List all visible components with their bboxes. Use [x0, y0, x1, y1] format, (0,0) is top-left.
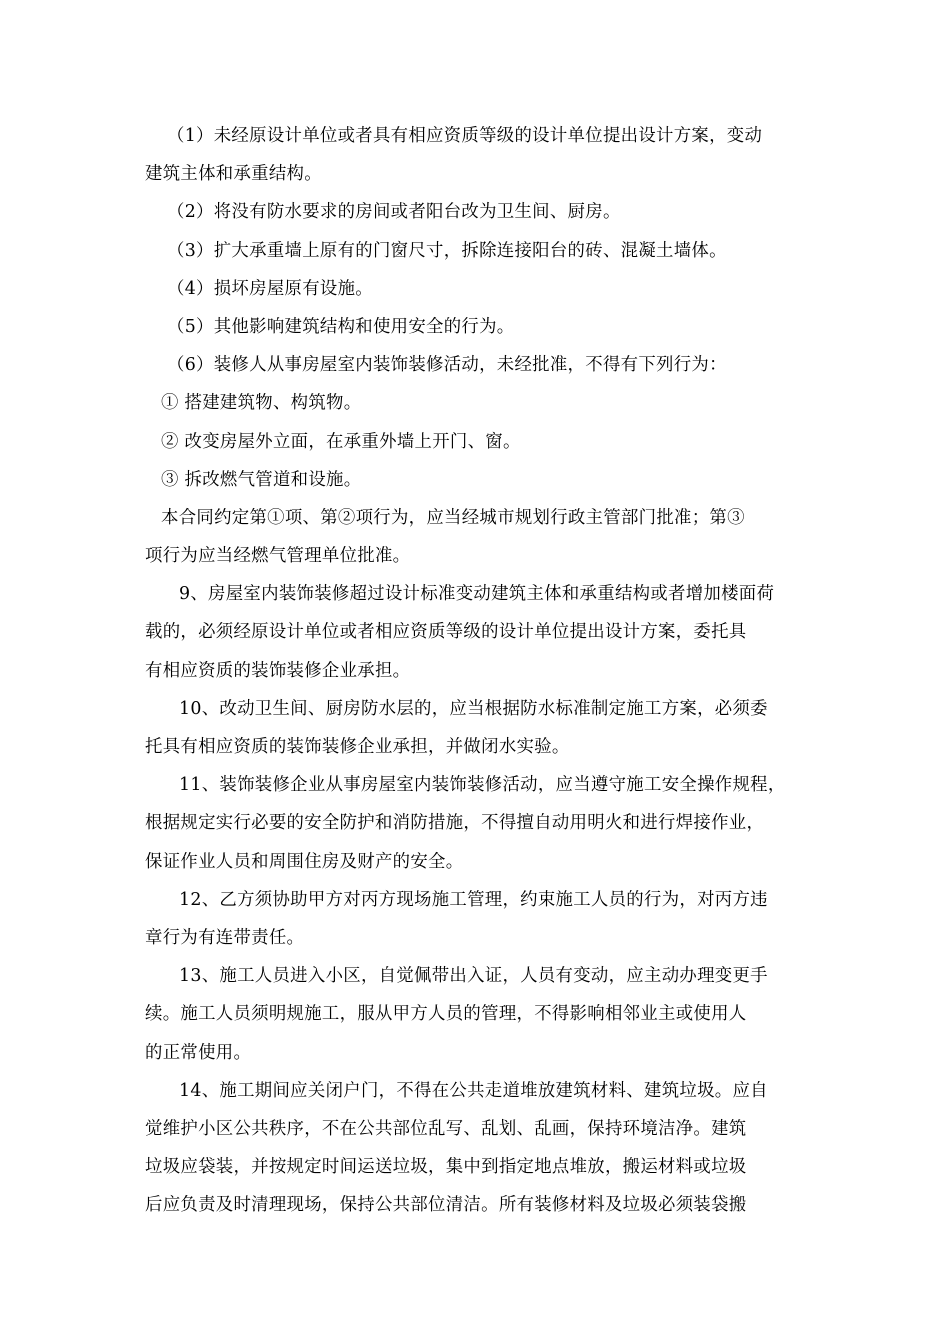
text-line: 觉维护小区公共秩序，不在公共部位乱写、乱划、乱画，保持环境洁净。建筑 — [145, 1118, 747, 1139]
paragraph — [145, 232, 810, 270]
text-line: 9、房屋室内装饰装修超过设计标准变动建筑主体和承重结构或者增加楼面荷 — [179, 584, 775, 605]
text-line: 10、改动卫生间、厨房防水层的，应当根据防水标准制定施工方案，必须委 — [179, 698, 768, 719]
paragraph — [145, 384, 810, 422]
paragraph — [145, 461, 810, 499]
paragraph — [145, 193, 810, 231]
paragraph — [145, 499, 810, 575]
text-line: 有相应资质的装饰装修企业承担。 — [145, 660, 411, 681]
document-body — [145, 117, 810, 1224]
text-line: 续。施工人员须明规施工，服从甲方人员的管理，不得影响相邻业主或使用人 — [145, 1004, 747, 1025]
text-line: 本合同约定第①项、第②项行为，应当经城市规划行政主管部门批准；第③ — [161, 507, 745, 528]
text-line: （5）其他影响建筑结构和使用安全的行为。 — [167, 316, 515, 337]
paragraph — [145, 346, 810, 384]
text-line: ① 搭建建筑物、构筑物。 — [161, 393, 362, 414]
paragraph — [145, 690, 810, 766]
text-line: 根据规定实行必要的安全防护和消防措施，不得擅自动用明火和进行焊接作业， — [145, 813, 765, 834]
text-line: （1）未经原设计单位或者具有相应资质等级的设计单位提出设计方案，变动 — [167, 126, 763, 146]
paragraph — [145, 881, 810, 957]
text-line: 建筑主体和承重结构。 — [145, 164, 322, 185]
text-line: （3）扩大承重墙上原有的门窗尺寸，拆除连接阳台的砖、混凝土墙体。 — [167, 240, 727, 261]
text-line: （4）损坏房屋原有设施。 — [167, 278, 373, 299]
paragraph — [145, 575, 810, 690]
text-line: 13、施工人员进入小区，自觉佩带出入证，人员有变动，应主动办理变更手 — [179, 966, 768, 987]
text-line: 章行为有连带责任。 — [145, 927, 305, 948]
text-line: 载的，必须经原设计单位或者相应资质等级的设计单位提出设计方案，委托具 — [145, 622, 747, 643]
paragraph — [145, 957, 810, 1072]
paragraph — [145, 423, 810, 461]
paragraph — [145, 270, 810, 308]
text-line: 后应负责及时清理现场，保持公共部位清洁。所有装修材料及垃圾必须装袋搬 — [145, 1195, 747, 1216]
text-line: 托具有相应资质的装饰装修企业承担，并做闭水实验。 — [145, 737, 570, 757]
paragraph — [145, 117, 810, 193]
text-line: 的正常使用。 — [145, 1042, 252, 1063]
paragraph — [145, 1072, 810, 1225]
text-line: 12、乙方须协助甲方对丙方现场施工管理，约束施工人员的行为，对丙方违 — [179, 889, 768, 910]
text-line: 垃圾应袋装，并按规定时间运送垃圾，集中到指定地点堆放，搬运材料或垃圾 — [145, 1157, 747, 1178]
text-line: 项行为应当经燃气管理单位批准。 — [145, 546, 411, 567]
text-line: 保证作业人员和周围住房及财产的安全。 — [145, 851, 464, 872]
text-line: ② 改变房屋外立面，在承重外墙上开门、窗。 — [161, 431, 521, 452]
paragraph — [145, 308, 810, 346]
text-line: （6）装修人从事房屋室内装饰装修活动，未经批准，不得有下列行为： — [167, 355, 727, 376]
text-line: 14、施工期间应关闭户门，不得在公共走道堆放建筑材料、建筑垃圾。应自 — [179, 1080, 768, 1101]
text-line: ③ 拆改燃气管道和设施。 — [161, 469, 362, 490]
text-line: 11、装饰装修企业从事房屋室内装饰装修活动，应当遵守施工安全操作规程， — [179, 775, 786, 796]
text-line: （2）将没有防水要求的房间或者阳台改为卫生间、厨房。 — [167, 202, 621, 223]
paragraph — [145, 766, 810, 881]
